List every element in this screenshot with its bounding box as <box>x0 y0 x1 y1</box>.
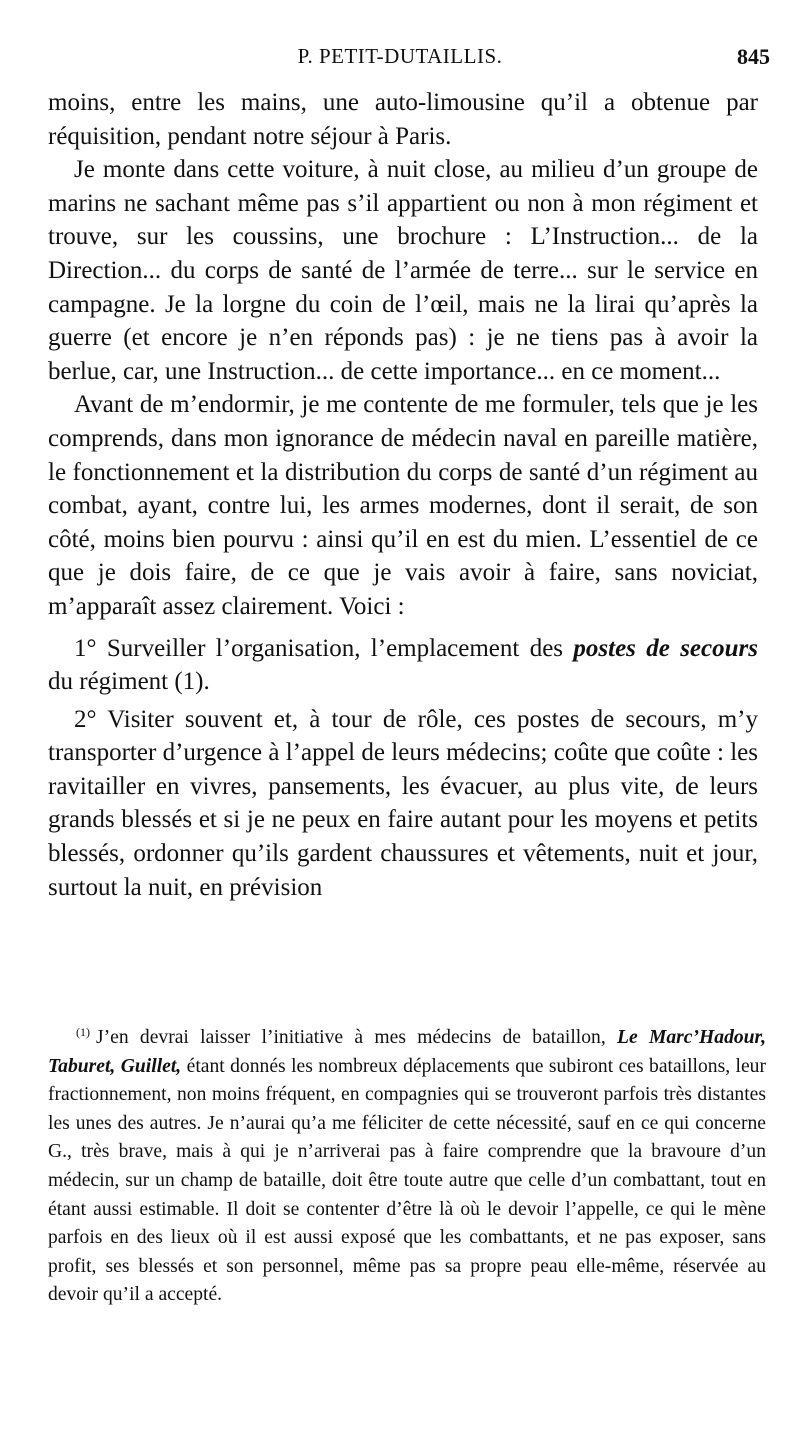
paragraph-avant-de-m-endormir: Avant de m’endormir, je me contente de me formuler, tels que je les comprends, dans mon ignorance de médecin naval en pareille matière, le fonctionnement et la distribution du corps de santé d’un régiment au combat, ayant, contre lui, les armes modernes, dont il serait, de son côté, moins bien pourvu : ainsi qu’il en est du mien. L’essentiel de ce que je dois faire, de ce que je vais avoir à faire, sans noviciat, m’apparaît assez clairement. Voici : <box>48 391 758 620</box>
list-item-1-text: 1° Surveiller l’organisation, l’emplacement des <box>74 634 574 662</box>
page-number: 845 <box>737 44 770 69</box>
list-item-1 <box>48 632 758 699</box>
paragraph-continuation: moins, entre les mains, une auto-limousine qu’il a obtenue par réquisition, pendant notre séjour à Paris. <box>48 89 758 150</box>
footnote-marker: (1) <box>76 1025 90 1039</box>
footnote-text-start: J’en devrai laisser l’initiative à mes médecins de bataillon, <box>96 1027 618 1048</box>
footnote-names: Le Marc’Hadour, Taburet, Guillet, <box>48 1027 766 1077</box>
paragraph-voiture: Je monte dans cette voiture, à nuit close, au milieu d’un groupe de marins ne sachant même pas s’il appartient ou non à mon régiment et trouve, sur les coussins, une brochure : L’Instruction... de la Direction... du corps de santé de l’armée de terre... sur le service en campagne. Je la lorgne du coin de l’œil, mais ne la lirai qu’après la guerre (et encore je n’en réponds pas) : je ne tiens pas à avoir la berlue, car, une Instruction... de cette importance... en ce moment... <box>48 156 758 385</box>
list-item-2: 2° Visiter souvent et, à tour de rôle, ces postes de secours, m’y transporter d’urgence à l’appel de leurs médecins; coûte que coûte : les ravitailler en vivres, pansements, les évacuer, au plus vite, de leurs grands blessés et si je ne peux en faire autant pour les moyens et petits blessés, ordonner qu’ils gardent chaussures et vêtements, nuit et jour, surtout la nuit, en prévision <box>48 705 758 901</box>
footnote-1 <box>48 1018 766 1310</box>
running-title: P. PETIT-DUTAILLIS. <box>297 44 503 68</box>
footnotes <box>48 1018 766 1310</box>
list-item-1-emphasis: postes de secours <box>573 634 758 662</box>
main-text <box>48 86 758 904</box>
page-header <box>0 44 800 78</box>
list-item-1-end: du régiment (1). <box>48 668 210 696</box>
footnote-text-rest: étant donnés les nombreux déplacements que subiront ces bataillons, leur fractionnement, non moins fréquent, en compagnies qui se trouveront parfois très distantes les unes des autres. Je n’aurai qu’a me féliciter de cette nécessité, sauf en ce qui concerne G., très brave, mais à qui je n’arriverai pas à faire comprendre que la bravoure d’un médecin, sur un champ de bataille, doit être toute autre que celle d’un combattant, tout en étant aussi estimable. Il doit se contenter d’être là où le devoir l’appelle, ce qui le mène parfois en des lieux où il est aussi exposé que les combattants, et ne pas exposer, sans profit, ses blessés et son personnel, même pas sa propre peau elle-même, réservée au devoir qu’il a accepté. <box>48 1055 767 1306</box>
